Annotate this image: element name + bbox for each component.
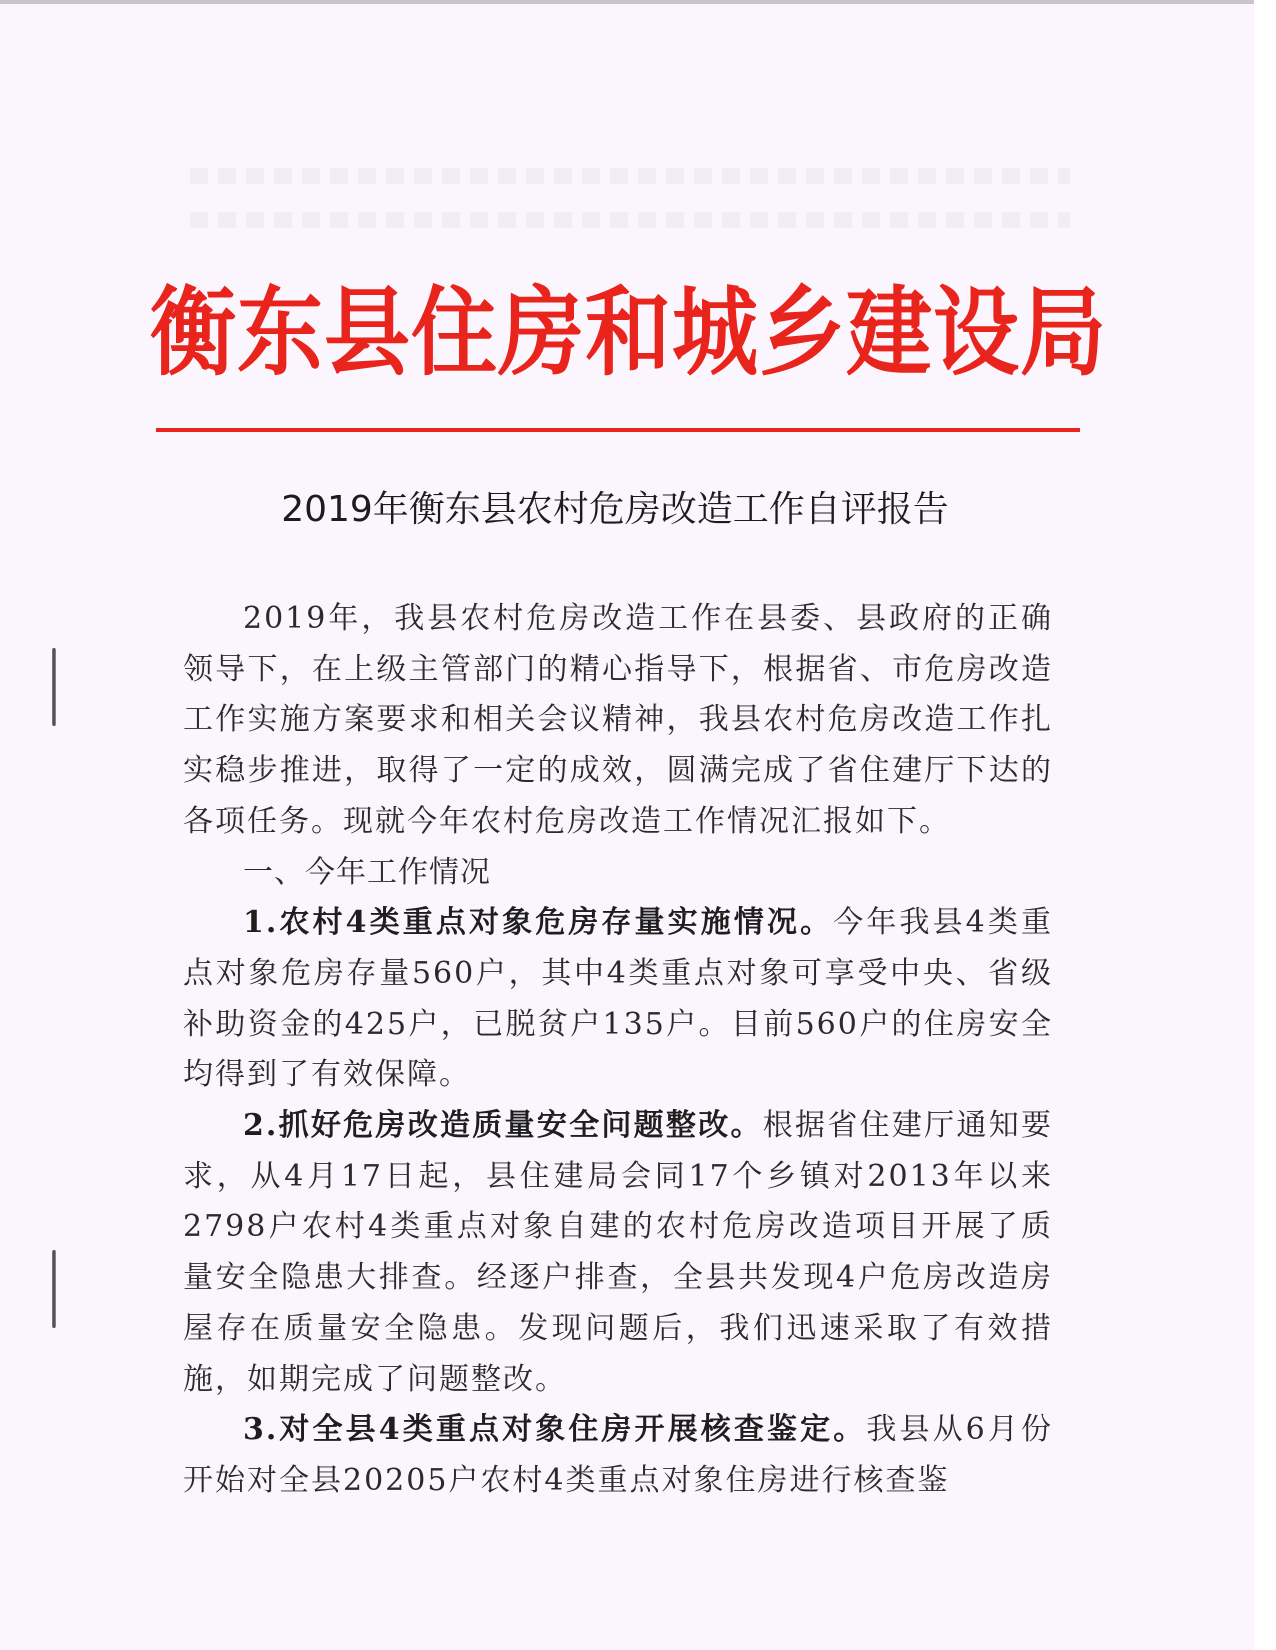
item-lead: 3.对全县4类重点对象住房开展核查鉴定。 [243,1412,867,1448]
letterhead-red-rule [156,428,1080,432]
item-text: 我县从6月份开始对全县20205户农村4类重点对象住房进行核查鉴 [183,1412,1053,1498]
staple-icon [52,648,56,726]
bleed-through-texture [190,212,1070,228]
bleed-through-texture [190,168,1070,184]
item-paragraph [183,1101,1053,1405]
section-heading: 一、今年工作情况 [243,854,491,890]
scan-top-edge [0,0,1256,4]
document-title: 2019年衡东县农村危房改造工作自评报告 [281,489,949,530]
document-body [183,594,1053,1507]
item-text: 根据省住建厅通知要求，从4月17日起，县住建局会同17个乡镇对2013年以来2798户农村4类重点对象自建的农村危房改造项目开展了质量安全隐患大排查。经逐户排查，全县共发现4户危房改造房屋存在质量安全隐患。发现问题后，我们迅速采取了有效措施，如期完成了问题整改。 [183,1108,1053,1397]
staple-icon [52,1250,56,1328]
item-text: 今年我县4类重点对象危房存量560户，其中4类重点对象可享受中央、省级补助资金的425户，已脱贫户135户。目前560户的住房安全均得到了有效保障。 [183,905,1053,1093]
scan-margin [1254,0,1276,1650]
item-lead: 1.农村4类重点对象危房存量实施情况。 [243,905,834,941]
intro-paragraph: 2019年，我县农村危房改造工作在县委、县政府的正确领导下，在上级主管部门的精心指导下，根据省、市危房改造工作实施方案要求和相关会议精神，我县农村危房改造工作扎实稳步推进，取得了一定的成效，圆满完成了省住建厅下达的各项任务。现就今年农村危房改造工作情况汇报如下。 [183,601,1053,839]
letterhead-org-name: 衡东县住房和城乡建设局 [150,276,1107,390]
item-paragraph [183,1405,1053,1506]
item-lead: 2.抓好危房改造质量安全问题整改。 [243,1108,763,1144]
item-paragraph [183,898,1053,1101]
